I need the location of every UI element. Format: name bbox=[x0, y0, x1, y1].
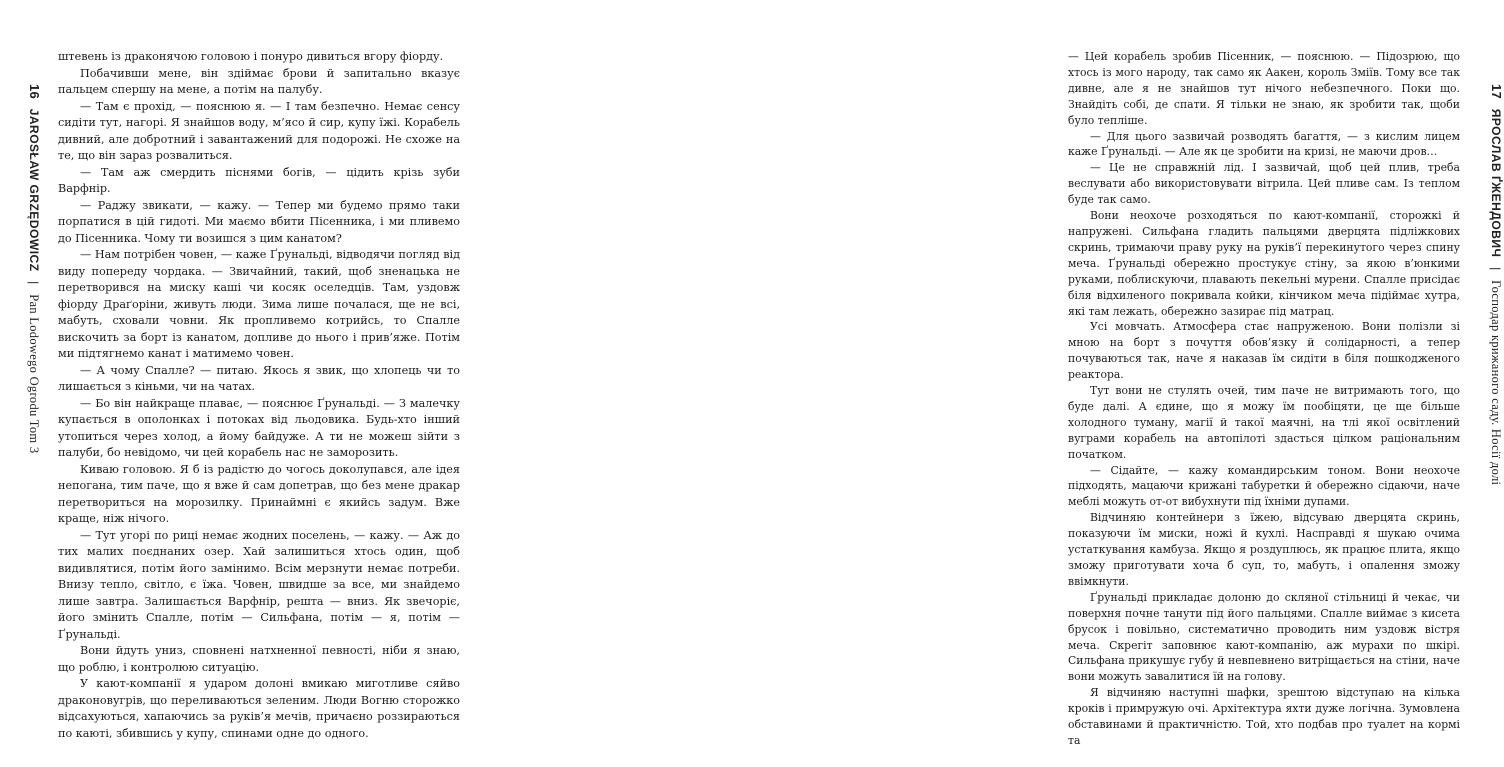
paragraph: — Цей корабель зробив Пісенник, — пояснюю. — Підозрюю, що хтось із мого народу, так само як Аакен, король Зміїв. Тому все так дивне, але я не знайшов тут нічого небезпечного. Поки що. Знайдіть собі, де спати. Я тільки не знаю, як зробити так, щоби було тепліше. bbox=[1068, 50, 1460, 127]
paragraph: Побачивши мене, він здіймає брови й запитально вказує пальцем спершу на мене, а потім на палубу. bbox=[58, 66, 460, 96]
left-page bbox=[0, 0, 512, 767]
right-page-body bbox=[1068, 49, 1460, 749]
paragraph: — Нам потрібен човен, — каже Ґрунальді, відводячи погляд від виду попереду чордака. — Звичайний, такий, щоб зненацька не перетворився на миску каші чи косяк оселедців. Там, уздовж фіорду Драґоріни, живуть люди. Зима лише почалася, ще не всі, мабуть, сховали човни. Як пропливемо котрийсь, то Спалле вискочить за борт із канатом, допливе до нього і прив’яже. Потім ми підтягнемо канат і матимемо човен. bbox=[58, 248, 460, 360]
paragraph: Киваю головою. Я б із радістю до чогось доколупався, але ідея непогана, тим паче, що я вже й сам допетрав, що без мене дракар перетвориться на морозилку. Принаймні є якийсь задум. Вже краще, ніж нічого. bbox=[58, 462, 460, 525]
paragraph: — Бо він найкраще плаває, — пояснює Ґрунальді. — З малечку купається в ополонках і потоках від льодовика. Будь-хто інший утопиться через холод, а йому байдуже. А ти не можеш зійти з палуби, бо невідомо, чи цей корабель нас не заморозить. bbox=[58, 396, 460, 459]
paragraph: У кают-компанії я ударом долоні вмикаю миготливе сяйво драконовугрів, що переливаються зеленим. Люди Вогню сторожко відсахуються, хапаючись за руків’я мечів, причаєно роззираються по каюті, збившись у купу, спинами одне до одного. bbox=[58, 677, 460, 740]
right-running-title: Господар крижаного саду. Носії долі bbox=[1489, 280, 1503, 486]
paragraph: — Там є прохід, — пояснюю я. — І там безпечно. Немає сенсу сидіти тут, нагорі. Я знайшов воду, м’ясо й сир, купу їжі. Корабель дивний, але добротний і завантажений для подорожі. Не схоже на те, що він зараз розвалиться. bbox=[58, 99, 460, 162]
right-running-author: ЯРОСЛАВ ҐЖЕНДОВИЧ bbox=[1489, 108, 1503, 258]
paragraph: Відчиняю контейнери з їжею, відсуваю дверцята скринь, показуючи їм миски, ножі й кухлі. Насправді я шукаю очима устаткування камбуза. Якщо я роздуплюсь, як працює плита, якщо зможу приготувати хоча б суп, то, мабуть, і опалення зможу ввімкнути. bbox=[1068, 511, 1460, 588]
paragraph: Вони йдуть униз, сповнені натхненної певності, ніби я знаю, що роблю, і контролюю ситуацію. bbox=[58, 644, 460, 674]
paragraph: — Раджу звикати, — кажу. — Тепер ми будемо прямо таки порпатися в цій гидоті. Ми маємо вбити Пісенника, і ми пливемо до Пісенника. Чому ти возишся з цим канатом? bbox=[58, 198, 460, 245]
paragraph: штевень із драконячою головою і понуро дивиться вгору фіорду. bbox=[58, 50, 444, 63]
paragraph: Я відчиняю наступні шафки, зрештою відступаю на кілька кроків і примружую очі. Архітектура яхти дуже логічна. Зумовлена обставинами й практичністю. Той, хто подбав про туалет на кормі та bbox=[1068, 686, 1460, 747]
running-header-separator: | bbox=[27, 281, 41, 285]
left-page-body bbox=[58, 49, 460, 742]
paragraph: Вони неохоче розходяться по кают-компанії, сторожкі й напружені. Сильфана гладить пальцями дверцята підліжкових скринь, тримаючи праву руку на руків’ї перекинутого через спину меча. Ґрунальді обережно простукує стіну, за якою в’юнкими руками, поблискуючи, плавають пекельні мурени. Спалле присідає біля відхиленого покривала койки, кінчиком меча підіймає хутра, які там лежать, обережно зазирає під матрац. bbox=[1068, 209, 1460, 318]
left-running-header bbox=[26, 84, 42, 453]
paragraph: Усі мовчать. Атмосфера стає напруженою. Вони полізли зі мною на борт з почуття обов’язку й солідарності, а тепер почуваються так, наче я наказав їм сидіти в біля пошкодженого реактора. bbox=[1068, 320, 1460, 382]
paragraph: — Сідайте, — кажу командирським тоном. Вони неохоче підходять, мацаючи крижані табуретки й обережно сідаючи, наче меблі можуть от-от вибухнути під їхніми дупами. bbox=[1068, 463, 1460, 509]
paragraph: — Це не справжній лід. І зазвичай, щоб цей плив, треба веслувати або використовувати вітрила. Цей пливе сам. Із теплом буде так само. bbox=[1068, 161, 1460, 207]
paragraph: — Тут угорі по риці немає жодних поселень, — кажу. — Аж до тих малих поєднаних озер. Хай залишиться хтось один, щоб видивлятися, потім його замінимо. Всім мерзнути немає потреби. Внизу тепло, світло, є їжа. Човен, швидше за все, ми знайдемо лише завтра. Залишається Варфнір, решта — вниз. Як звечоріє, його змінить Спалле, потім — Сильфана, потім — я, потім — Ґрунальді. bbox=[58, 528, 460, 641]
right-running-header bbox=[1488, 84, 1504, 485]
right-page-number: 17 bbox=[1489, 84, 1504, 100]
paragraph: Ґрунальді прикладає долоню до скляної стільниці й чекає, чи поверхня почне танути під його пальцями. Спалле виймає з кисета брусок і повільно, систематично проводить ним уздовж вістря меча. Скрегіт заповнює кают-компанію, аж мурахи по шкірі. Сильфана прикушує губу й невпевнено витріщається на стіни, наче вони можуть завалитися їй на голову. bbox=[1068, 590, 1460, 684]
left-running-author: JAROSŁAW GRZĘDOWICZ bbox=[27, 108, 41, 272]
paragraph: — Для цього зазвичай розводять багаття, — з кислим лицем каже Ґрунальді. — Але як це зробити на кризі, не маючи дров… bbox=[1068, 129, 1460, 159]
running-header-separator: | bbox=[1489, 267, 1503, 271]
right-page bbox=[512, 0, 1504, 767]
left-page-number: 16 bbox=[27, 84, 42, 100]
left-running-title: Pan Lodowego Ogrodu Tom 3 bbox=[27, 294, 41, 454]
paragraph: Тут вони не стулять очей, тим паче не витримають того, що буде далі. А єдине, що я можу їм пообіцяти, це ще більше холодного туману, магії й такої маячні, на тлі якої освітлений вуграми корабель на автопілоті здасться цілком раціональним початком. bbox=[1068, 384, 1460, 461]
paragraph: — Там аж смердить піснями богів, — цідить крізь зуби Варфнір. bbox=[58, 165, 460, 195]
paragraph: — А чому Спалле? — питаю. Якось я звик, що хлопець чи то лишається з кіньми, чи на чатах. bbox=[58, 363, 460, 393]
